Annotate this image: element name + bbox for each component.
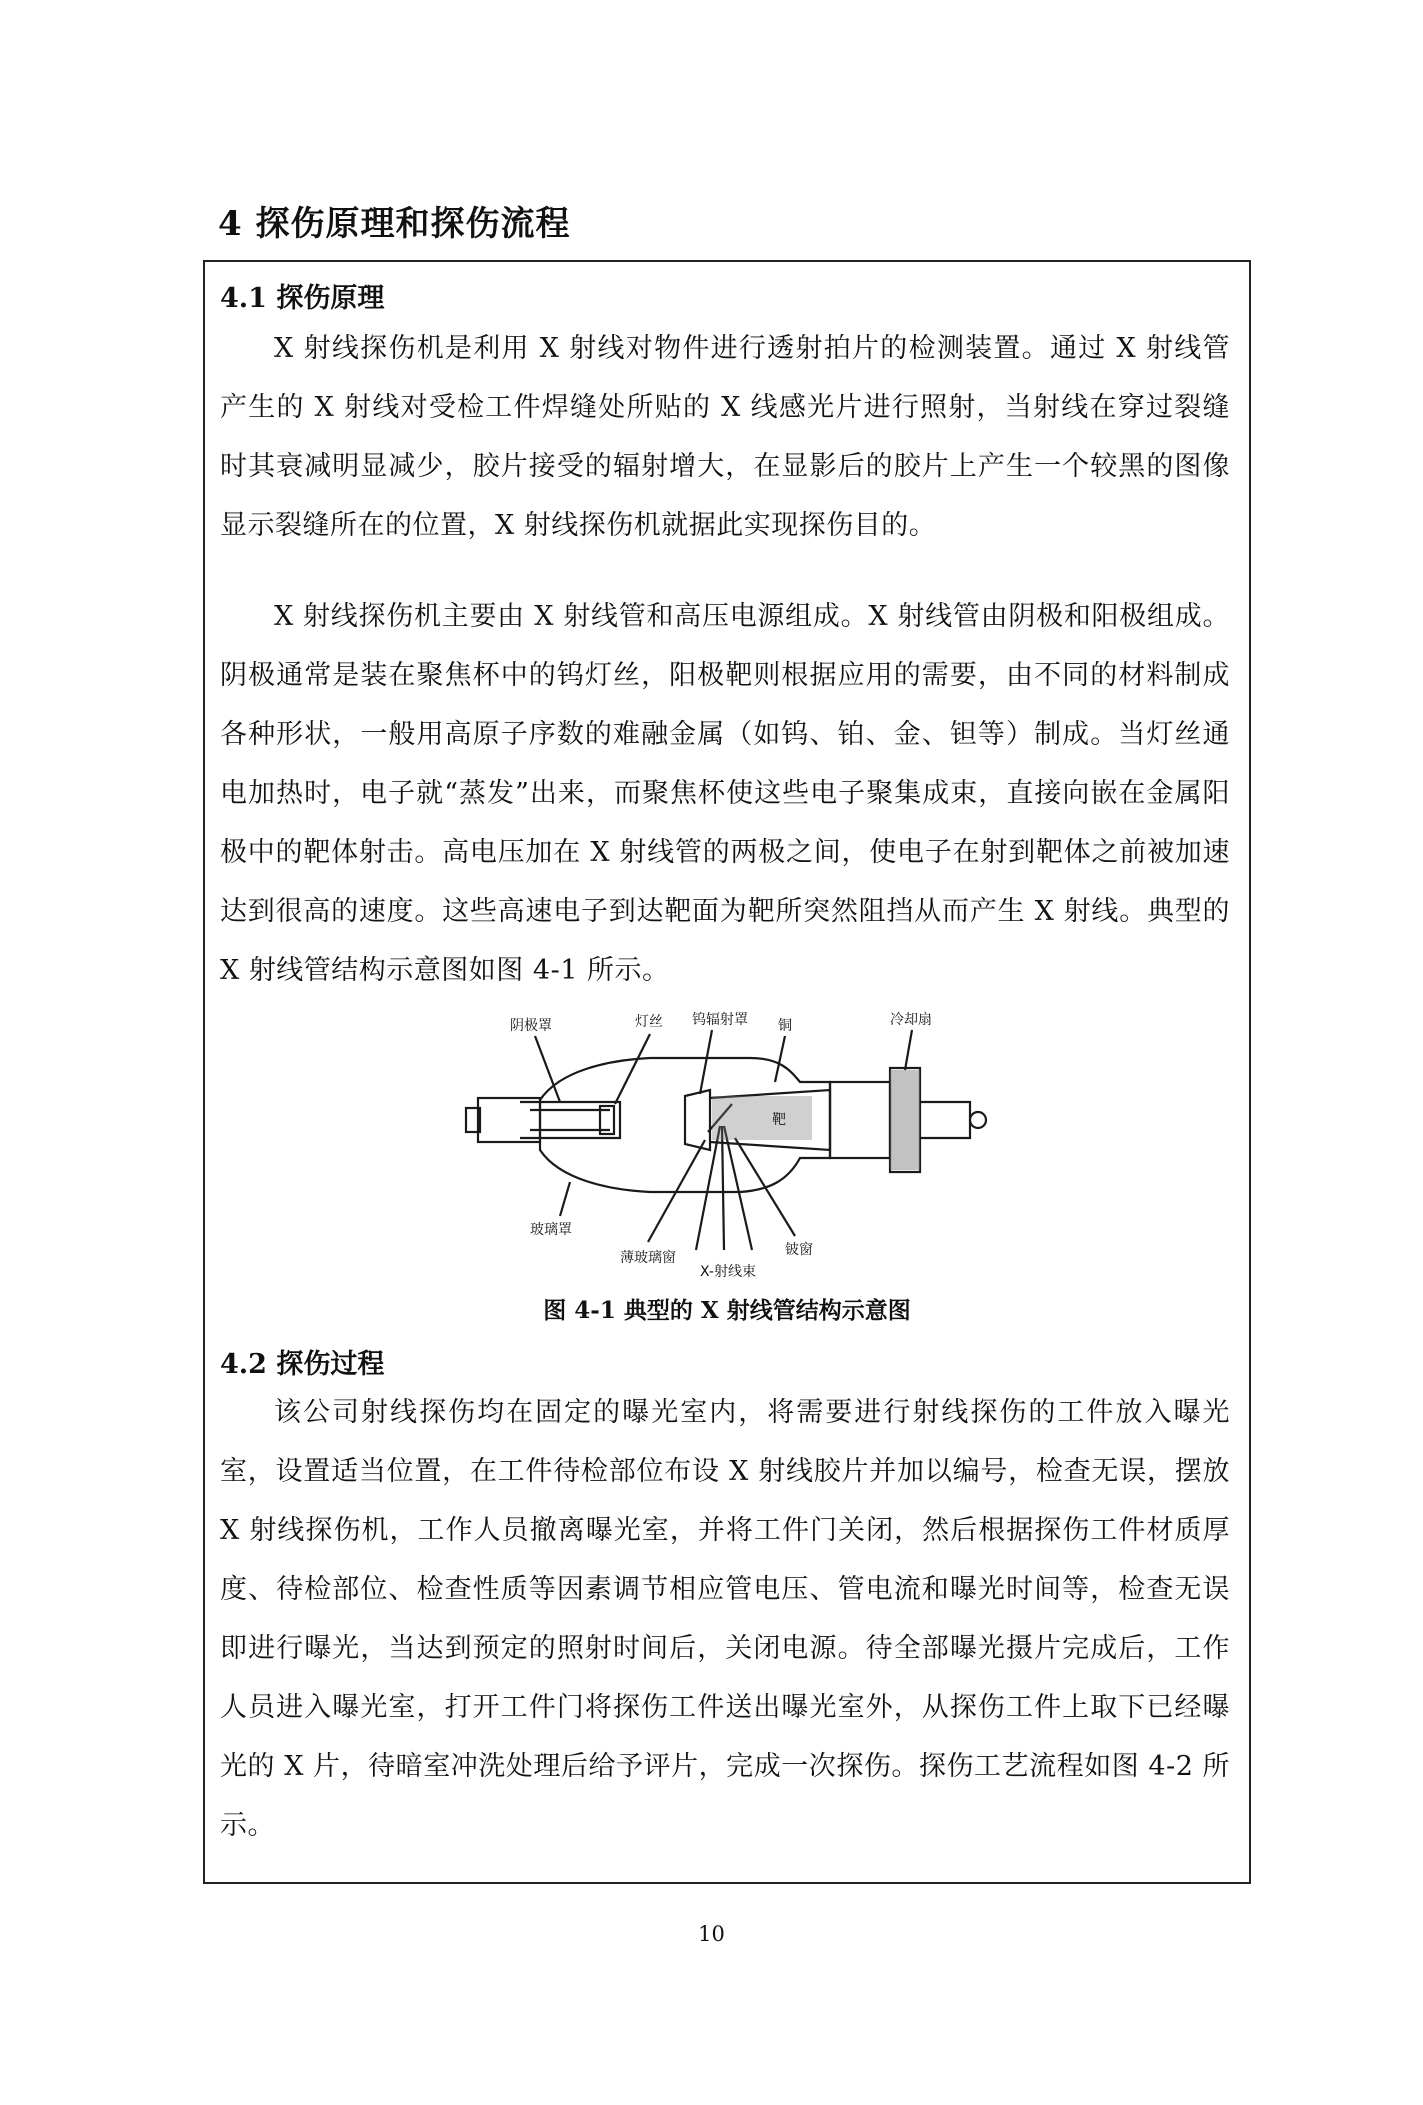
label-target: 靶 bbox=[772, 1112, 786, 1128]
leader-cooling-fin bbox=[905, 1030, 912, 1070]
principle-paragraph-1: X 射线探伤机是利用 X 射线对物件进行透射拍片的检测装置。通过 X 射线管产生的 X 射线对受检工件焊缝处所贴的 X 线感光片进行照射，当射线在穿过裂缝时其衰减明显减少，胶片接受的辐射增大，在显影后的胶片上产生一个较黑的图像显示裂缝所在的位置，X 射线探伤机就据此实现探伤目的。 bbox=[220, 333, 1230, 541]
xray-tube-diagram bbox=[450, 990, 1010, 1285]
label-thin-glass-window: 薄玻璃窗 bbox=[620, 1250, 676, 1266]
anode-shading-shape bbox=[712, 1096, 812, 1140]
leader-copper bbox=[775, 1036, 785, 1082]
label-cooling-fin: 冷却扇 bbox=[890, 1012, 932, 1028]
cooling-rod-shape bbox=[920, 1102, 970, 1138]
label-copper: 铜 bbox=[778, 1018, 792, 1034]
label-filament: 灯丝 bbox=[635, 1014, 663, 1030]
process-heading: 4.2 探伤过程 bbox=[220, 1349, 385, 1380]
cooling-shading-shape bbox=[890, 1070, 920, 1170]
figure-caption: 图 4-1 典型的 X 射线管结构示意图 bbox=[543, 1297, 911, 1324]
copper-stem-shape bbox=[830, 1082, 890, 1158]
anode-cup-shape bbox=[685, 1090, 710, 1150]
label-xray-beam: X-射线束 bbox=[700, 1264, 756, 1280]
cathode-lines-shape bbox=[530, 1110, 610, 1130]
leader-tungsten-shield bbox=[700, 1030, 712, 1094]
leader-filament bbox=[615, 1034, 650, 1104]
beam-line-left bbox=[696, 1126, 720, 1250]
cathode-base-shape bbox=[478, 1098, 540, 1142]
leader-beryllium-window bbox=[735, 1138, 795, 1236]
xray-tube-figure bbox=[450, 990, 1010, 1285]
cooling-tip-shape bbox=[970, 1112, 986, 1128]
beam-line-center bbox=[722, 1126, 724, 1250]
label-glass-cover: 玻璃罩 bbox=[530, 1222, 572, 1238]
page-number: 10 bbox=[698, 1922, 725, 1946]
principle-paragraph-2: X 射线探伤机主要由 X 射线管和高压电源组成。X 射线管由阴极和阳极组成。阴极通常是装在聚焦杯中的钨灯丝，阳极靶则根据应用的需要，由不同的材料制成各种形状，一般用高原子序数的难融金属（如钨、铂、金、钽等）制成。当灯丝通电加热时，电子就“蒸发”出来，而聚焦杯使这些电子聚集成束，直接向嵌在金属阳极中的靶体射击。高电压加在 X 射线管的两极之间，使电子在射到靶体之前被加速达到很高的速度。这些高速电子到达靶面为靶所突然阻挡从而产生 X 射线。典型的 X 射线管结构示意图如图 4-1 所示。 bbox=[220, 601, 1230, 986]
section-title: 4 探伤原理和探伤流程 bbox=[218, 204, 571, 244]
cathode-cup-shape bbox=[520, 1102, 620, 1138]
label-beryllium-window: 铍窗 bbox=[785, 1242, 813, 1258]
process-paragraph-1: 该公司射线探伤均在固定的曝光室内，将需要进行射线探伤的工件放入曝光室，设置适当位置，在工件待检部位布设 X 射线胶片并加以编号，检查无误，摆放 X 射线探伤机，工作人员撤离曝光室，并将工件门关闭，然后根据探伤工件材质厚度、待检部位、检查性质等因素调节相应管电压、管电流和曝光时间等，检查无误即进行曝光，当达到预定的照射时间后，关闭电源。待全部曝光摄片完成后，工作人员进入曝光室，打开工件门将探伤工件送出曝光室外，从探伤工件上取下已经曝光的 X 片，待暗室冲洗处理后给予评片，完成一次探伤。探伤工艺流程如图 4-2 所示。 bbox=[220, 1397, 1230, 1841]
label-cathode-cover: 阴极罩 bbox=[510, 1018, 552, 1034]
principle-heading: 4.1 探伤原理 bbox=[220, 283, 385, 314]
leader-glass-cover bbox=[560, 1182, 570, 1216]
label-tungsten-shield: 钨辐射罩 bbox=[692, 1012, 748, 1028]
content-frame bbox=[203, 260, 1251, 1884]
